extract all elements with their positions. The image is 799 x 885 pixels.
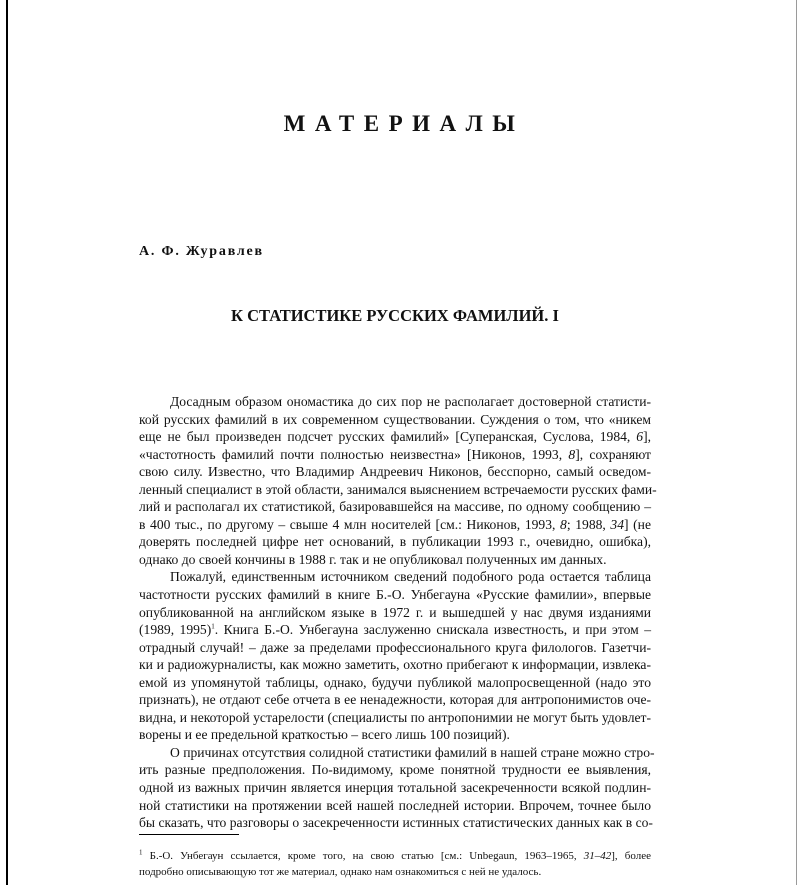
footnote-line: $^1$ Б.-О. Унбегаун ссылается, кроме того, на свою статью [см.: Unbegaun, 1963–1965, 31–42], более bbox=[139, 848, 652, 862]
section-heading: МАТЕРИАЛЫ bbox=[283, 111, 525, 136]
text-line: лий и располагал их статистикой, базировавшейся на массиве, по одному сообщению – bbox=[139, 499, 651, 515]
text-line: ленный специалист в этой области, занимался выяснением встречаемости русских фами- bbox=[139, 481, 657, 497]
text-line: отрадный случай! – даже за пределами профессионального круга филологов. Газетчи- bbox=[139, 639, 651, 655]
text-line: однако до своей кончины в 1988 г. так и не опубликовал полученных им данных. bbox=[139, 551, 607, 567]
footnote-line: подробно описывающую тот же материал, однако нам ознакомиться с ней не удалось. bbox=[139, 866, 542, 878]
text-line: «частотность фамилий почти полностью неизвестна» [Никонов, 1993, 8], сохраняют bbox=[139, 446, 651, 462]
footnote-marker: 1 bbox=[139, 848, 143, 857]
text-line: кой русских фамилий в их современном существовании. Суждения о том, что «никем bbox=[139, 411, 651, 427]
text-line: ить разные предположения. По-видимому, кроме понятной трудности ее выявления, bbox=[139, 762, 651, 778]
author-name: А. Ф. Журавлев bbox=[139, 244, 264, 259]
text-line: емой из упомянутой таблицы, однако, будучи публикой малопросвещенной (надо это bbox=[139, 674, 651, 690]
text-line: Досадным образом ономастика до сих пор не располагает достоверной статисти- bbox=[170, 394, 651, 409]
article-title: К СТАТИСТИКЕ РУССКИХ ФАМИЛИЙ. I bbox=[231, 306, 559, 325]
text-line: Пожалуй, единственным источником сведений подобного рода остается таблица bbox=[170, 569, 651, 585]
text-line: (1989, 1995)$^1$. Книга Б.-О. Унбегауна заслуженно снискала известность, и при этом – bbox=[139, 622, 651, 638]
text-line: еще не был произведен подсчет русских фамилий» [Суперанская, Суслова, 1984, 6], bbox=[139, 429, 651, 445]
article-body bbox=[139, 393, 657, 832]
text-line: одной из важных причин является инерция тотальной засекреченности всякой подлин- bbox=[139, 780, 651, 796]
footnote bbox=[139, 848, 651, 880]
text-line: ворены и ее предельной краткостью – всего лишь 100 позиций). bbox=[139, 727, 510, 743]
text-line: О причинах отсутствия солидной статистики фамилий в нашей стране можно стро- bbox=[170, 744, 655, 760]
text-line: доверять последней цифре нет оснований, в публикации 1993 г., очевидно, ошибка), bbox=[139, 534, 651, 550]
text-line: бы сказать, что разговоры о засекреченности истинных статистических данных как в со- bbox=[139, 815, 653, 831]
page-edge-left bbox=[6, 0, 8, 885]
text-line: ной статистики на протяжении всей нашей последней истории. Впрочем, точнее было bbox=[139, 797, 651, 813]
page-edge-right bbox=[796, 0, 797, 885]
text-line: ки и радиожурналисты, как можно заметить, охотно прибегают к информации, извлека- bbox=[139, 657, 651, 673]
text-line: частотности русских фамилий в книге Б.-О. Унбегауна «Русские фамилии», впервые bbox=[139, 587, 651, 603]
text-line: признать), не отдают себе отчета в ее ненадежности, которая для антропонимистов оче- bbox=[139, 692, 651, 708]
text-line: свою силу. Известно, что Владимир Андреевич Никонов, бесспорно, самый осведом- bbox=[139, 464, 651, 480]
text-line: опубликованной на английском языке в 1972 г. и вышедшей у нас двумя изданиями bbox=[139, 604, 651, 620]
footnote-divider bbox=[139, 834, 239, 835]
text-line: видна, и некоторой устарелости (специалисты по антропонимии не могут быть удовлет- bbox=[139, 709, 651, 725]
text-line: в 400 тыс., по другому – свыше 4 млн носителей [см.: Никонов, 1993, 8; 1988, 34] (не bbox=[139, 516, 651, 532]
footnote-ref-marker[interactable]: 1 bbox=[211, 622, 215, 631]
